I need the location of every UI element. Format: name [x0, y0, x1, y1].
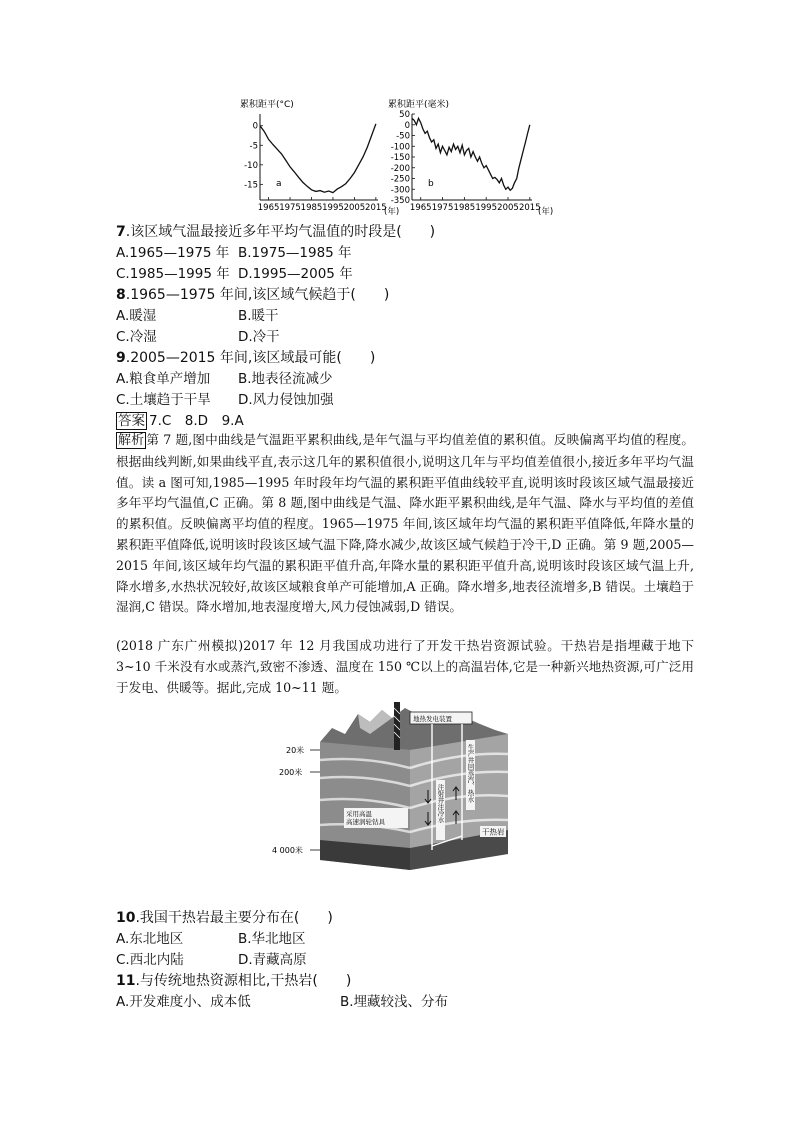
power-plant-label: 地热发电装置: [413, 715, 452, 723]
chart-a-xtick-label: 1975: [279, 203, 301, 213]
q10-stem: 10.我国干热岩最主要分布在( ): [116, 910, 333, 926]
q8-option-b[interactable]: B.暖干: [238, 308, 279, 324]
q8-stem: 8.1965—1975 年间,该区域气候趋于( ): [116, 287, 390, 303]
q8-options-row1: [116, 306, 279, 326]
chart-a-xtick-label: 1965: [257, 203, 280, 213]
chart-b-ytick-label: -200: [390, 163, 410, 174]
answer-line: [116, 411, 244, 431]
chart-b-xtick-label: 1975: [431, 203, 454, 213]
chart-b-ytick-label: 0: [404, 120, 410, 131]
chart-a-xtick-label: 1995: [322, 203, 344, 213]
q7-option-d[interactable]: D.1995—2005 年: [238, 266, 353, 282]
chart-b-ytick-label: -300: [390, 185, 410, 196]
q9-option-b[interactable]: B.地表径流减少: [238, 371, 333, 387]
production-label: 生产井回蒸汽、热水: [466, 744, 475, 803]
q8-option-d[interactable]: D.冷干: [238, 329, 280, 345]
q9-options-row2: [116, 390, 334, 410]
q10-option-a[interactable]: A.东北地区: [116, 931, 184, 947]
q7-options-row1: [116, 243, 352, 263]
analysis-tag: 解析: [118, 433, 145, 448]
answer-tag: 答案: [118, 413, 145, 429]
rock-label: 干热岩: [482, 827, 505, 837]
drill-label: 采用高温高速涡轮钻具: [346, 810, 385, 826]
chart-b-xtick-label: 1985: [453, 203, 476, 213]
chart-b-ytick-label: -100: [390, 142, 410, 153]
q7-options-row2: [116, 264, 353, 284]
q11-stem: 11.与传统地热资源相比,干热岩( ): [116, 973, 352, 989]
q7-option-a[interactable]: A.1965—1975 年: [116, 245, 230, 261]
chart-b-xtick-label: 2015: [518, 203, 541, 213]
intro-paragraph: (2018 广东广州模拟)2017 年 12 月我国成功进行了开发干热岩资源试验。干热岩是指埋藏于地下 3~10 千米没有水或蒸汽,致密不渗透、温度在 150 ℃以上的高温岩体,它是一种新兴地热资源,可广泛用于发电、供暖等。据此,完成 10~11 题。: [116, 638, 694, 695]
chart-b-xtick-label: 1965: [409, 203, 432, 213]
chart-a-ytick-label: 0: [252, 121, 258, 132]
q9-option-c[interactable]: C.土壤趋于干旱: [116, 392, 211, 408]
q8-option-c[interactable]: C.冷湿: [116, 329, 157, 345]
analysis-text: 第 7 题,图中曲线是气温距平累积曲线,是年气温与平均值差值的累积值。反映偏离平均值的程度。根据曲线判断,如果曲线平直,表示这几年的累积值很小,说明这几年与平均值差值很小,接近多年平均气温值。读 a 图可知,1985—1995 年时段年均气温的累积距平值曲线较平直,说明该时段该区域气温最接近多年平均气温值,C 正确。第 8 题,图中曲线是气温、降水距平累积曲线,是年气温、降水与平均值的差值的累积值。反映偏离平均值的程度。1965—1975 年间,该区域年均气温的累积距平值降低,年降水量的累积距平值降低,说明该时段该区域气温下降,降水减少,故该区域气候趋于冷干,D 正确。第 9 题,2005—2015 年间,该区域年均气温的累积距平值升高,年降水量的累积距平值升高,说明该时段该区域气温上升,降水增多,水热状况较好,故该区域粮食单产可能增加,A 正确。降水增多,地表径流增多,B 错误。土壤趋于湿润,C 错误。降水增加,地表湿度增大,风力侵蚀减弱,D 错误。: [116, 432, 694, 615]
chart-b-ytick-label: -50: [396, 131, 410, 142]
injection-label: 注射井注冷水: [436, 784, 445, 823]
depth-20: 20米: [286, 746, 305, 755]
q11-option-a[interactable]: A.开发难度小、成本低: [116, 994, 251, 1010]
q9-stem: 9.2005—2015 年间,该区域最可能( ): [116, 350, 376, 366]
chart-b-ytick-label: -350: [390, 196, 410, 206]
hot-dry-rock-diagram: [270, 700, 530, 875]
q10-option-b[interactable]: B.华北地区: [238, 931, 306, 947]
chart-a-ytick-label: -10: [244, 160, 258, 171]
chart-b-ytick-label: -250: [390, 174, 410, 185]
q10-options-row1: [116, 929, 306, 949]
q10-option-d[interactable]: D.青藏高原: [238, 952, 307, 968]
chart-a-xtick-label: 2005: [343, 203, 366, 213]
q10-options-row2: [116, 950, 307, 970]
chart-b-xtick-label: 1995: [475, 203, 498, 213]
q11-options-row1: [116, 992, 448, 1012]
chart-a-panel-label: a: [276, 179, 282, 189]
q7-option-c[interactable]: C.1985—1995 年: [116, 266, 230, 282]
chart-a-ylabel: 累积距平(°C): [240, 100, 294, 110]
q10-option-c[interactable]: C.西北内陆: [116, 952, 184, 968]
chart-a-ytick-label: -15: [244, 180, 258, 191]
chart-a-ytick-label: -5: [249, 141, 258, 152]
chart-b-panel-label: b: [428, 179, 434, 189]
q9-options-row1: [116, 369, 333, 389]
depth-200: 200米: [279, 768, 303, 777]
q8-options-row2: [116, 327, 280, 347]
chart-a-xtick-label: 1985: [300, 203, 323, 213]
chart-b-ytick-label: 50: [399, 110, 410, 120]
chart-b: [384, 92, 564, 220]
q8-option-a[interactable]: A.暖湿: [116, 308, 157, 324]
answer-text: 7.C 8.D 9.A: [149, 413, 244, 429]
chart-b-xlabel: (年): [538, 207, 554, 217]
analysis-paragraph: [116, 430, 694, 618]
q9-option-a[interactable]: A.粮食单产增加: [116, 371, 211, 387]
chart-b-ylabel: 累积距平(毫米): [388, 100, 450, 110]
q9-option-d[interactable]: D.风力侵蚀加强: [238, 392, 334, 408]
chart-a-xlabel: (年): [384, 207, 400, 217]
q7-stem: 7.该区域气温最接近多年平均气温值的时段是( ): [116, 224, 436, 240]
q7-option-b[interactable]: B.1975—1985 年: [238, 245, 352, 261]
chart-b-ytick-label: -150: [390, 153, 410, 163]
chart-a-xtick-label: 2015: [365, 203, 387, 213]
chart-b-xtick-label: 2005: [497, 203, 519, 213]
q11-option-b[interactable]: B.埋藏较浅、分布: [340, 994, 449, 1010]
depth-4000: 4 000米: [272, 846, 303, 855]
